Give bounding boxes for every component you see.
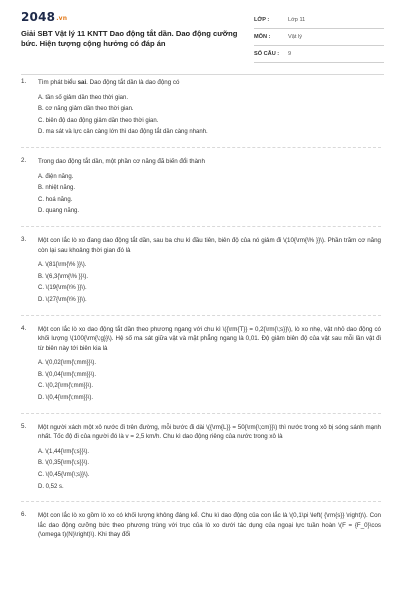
question-divider: [21, 226, 381, 227]
meta-row-question-count: [254, 46, 384, 63]
question-text: Tìm phát biểu sai. Dao động tắt dần là dao động có: [38, 79, 180, 86]
question-divider: [21, 501, 381, 502]
answer-options: [38, 93, 381, 139]
answer-option-b[interactable]: B. nhiệt năng.: [38, 185, 76, 192]
meta-value: 9: [288, 51, 292, 57]
answer-option-a[interactable]: A. điện năng.: [38, 173, 74, 180]
answer-options: [38, 260, 381, 306]
question-text: Một người xách một xô nước đi trên đường, mỗi bước đi dài \({\rm{L}} = 50{\rm{\;cm}}\) thì nước trong xô bị sóng sánh mạnh nhất. Tốc độ đi của người đó là v = 2,5 km/h. Chu kì dao động riêng của nước trong xô là: [38, 423, 381, 441]
answer-option-a[interactable]: A. \(0,02{\rm{\;mm}}\).: [38, 360, 97, 367]
question-4: [21, 325, 381, 405]
answer-option-a[interactable]: A. \(81{\rm{\% }}\).: [38, 262, 87, 269]
header-divider: [21, 74, 384, 75]
question-divider: [21, 413, 381, 414]
answer-options: [38, 172, 381, 218]
question-number: 3.: [21, 235, 27, 243]
document-meta: [254, 12, 384, 63]
answer-option-d[interactable]: D. \(0,4{\rm{\;mm}}\).: [38, 395, 94, 402]
answer-option-d[interactable]: D. 0,52 s.: [38, 483, 64, 490]
question-divider: [21, 147, 381, 148]
question-5: [21, 423, 381, 494]
question-6: [21, 511, 381, 540]
question-number: 6.: [21, 511, 27, 519]
answer-option-c[interactable]: C. \(19{\rm{\% }}\).: [38, 285, 87, 292]
question-number: 1.: [21, 78, 27, 85]
question-text: Một con lắc lò xo dao động tắt dần theo phương ngang với chu kì \({\rm{T}} = 0,2{\rm{\;s}}\), lò xo nhẹ, vật nhỏ dao động có khối lượng \(100{\rm{\;g}}\). Hệ số ma sát giữa vật và mặt phẳng ngang là 0,01. Độ giảm biên độ của vật sau mỗi lần vật đi từ biên này tới biên kia là: [38, 325, 381, 352]
question-1: [21, 78, 381, 139]
question-text: Một con lắc lò xo gồm lò xo có khối lượng không đáng kể. Chu kì dao động của con lắc là \(0,1\pi \left( {\rm{s}} \right)\). Con lắc dao động cưỡng bức theo phương trùng với trục của lò xo dưới tác dụng của ngoại lực tuần hoàn \(F = {F_0}\cos (\omega t)(N)\right)\). Khi thay đổi: [38, 512, 381, 539]
answer-options: [38, 358, 381, 404]
question-3: [21, 236, 381, 307]
answer-option-d[interactable]: D. quang năng.: [38, 208, 80, 215]
answer-option-b[interactable]: B. \(0,35{\rm{\;s}}\).: [38, 460, 90, 467]
answer-option-b[interactable]: B. \(6,3{\rm{\% }}\).: [38, 273, 89, 280]
meta-label: LỚP :: [254, 17, 270, 23]
meta-value: Lớp 11: [288, 17, 306, 23]
meta-row-grade: [254, 12, 384, 29]
answer-options: [38, 447, 381, 493]
answer-option-c[interactable]: C. hoá năng.: [38, 196, 73, 203]
question-2: [21, 157, 381, 218]
question-list: [21, 78, 381, 540]
meta-row-subject: [254, 29, 384, 46]
question-text: Trong dao động tắt dần, một phần cơ năng đã biến đổi thành: [38, 157, 205, 165]
question-number: 2.: [21, 156, 27, 164]
answer-option-d[interactable]: D. \(27{\rm{\% }}\).: [38, 296, 87, 303]
answer-option-c[interactable]: C. \(0,2{\rm{\;mm}}\).: [38, 383, 94, 390]
answer-option-c[interactable]: C. \(0,45{\rm{\;s}}\).: [38, 472, 90, 479]
answer-option-b[interactable]: B. \(0,04{\rm{\;mm}}\).: [38, 371, 97, 378]
site-logo[interactable]: 2048.vn: [21, 10, 68, 24]
question-divider: [21, 315, 381, 316]
question-number: 5.: [21, 422, 27, 430]
question-number: 4.: [21, 324, 27, 332]
document-title: Giải SBT Vật lý 11 KNTT Dao động tắt dần. Dao động cưỡng bức. Hiện tượng cộng hưởng có đáp án: [21, 29, 238, 48]
answer-option-a[interactable]: A. \(1,44{\rm{\;s}}\).: [38, 448, 90, 455]
meta-label: SỐ CÂU :: [254, 51, 280, 57]
meta-value: Vật lý: [288, 34, 302, 40]
answer-option-a[interactable]: A. tần số giảm dần theo thời gian.: [38, 94, 128, 101]
answer-option-d[interactable]: D. ma sát và lực cản càng lớn thì dao động tắt dần càng nhanh.: [38, 129, 208, 136]
question-text: Một con lắc lò xo đang dao động tắt dần, sau ba chu kì đầu tiên, biên độ của nó giảm đi \(10{\rm{\% }}\). Phần trăm cơ năng còn lại sau khoảng thời gian đó là: [38, 236, 381, 254]
answer-option-c[interactable]: C. biên độ dao động giảm dần theo thời gian.: [38, 117, 159, 124]
meta-label: MÔN :: [254, 34, 271, 40]
emphasis-word: sai: [77, 79, 87, 86]
answer-option-b[interactable]: B. cơ năng giảm dần theo thời gian.: [38, 106, 134, 113]
document-header: [0, 0, 400, 62]
